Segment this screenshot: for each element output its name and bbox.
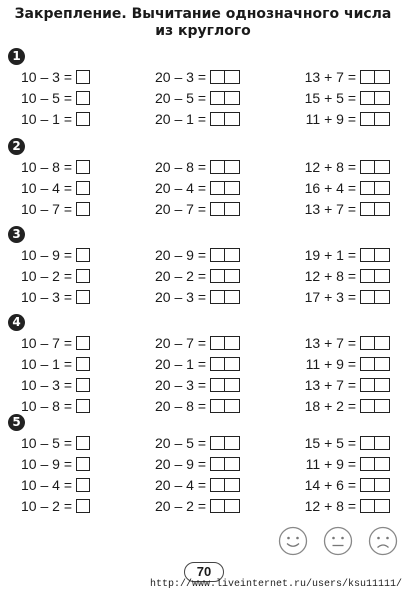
equation-row [0, 89, 406, 107]
equation [150, 246, 240, 264]
equation-expression: 10 – 4 = [21, 477, 72, 493]
answer-box-two-digit[interactable] [210, 70, 240, 84]
equation-row [0, 334, 406, 352]
equation [16, 158, 90, 176]
answer-box-two-digit[interactable] [210, 202, 240, 216]
equation [300, 68, 390, 86]
equation-expression: 11 + 9 = [305, 456, 356, 472]
equation-expression: 10 – 3 = [21, 289, 72, 305]
equation [16, 267, 90, 285]
equation-expression: 13 + 7 = [304, 201, 356, 217]
equation [300, 355, 390, 373]
section-number-badge: 3 [8, 226, 25, 243]
answer-box[interactable] [76, 436, 90, 450]
equation [300, 434, 390, 452]
equation [150, 476, 240, 494]
answer-box[interactable] [76, 478, 90, 492]
answer-box[interactable] [76, 70, 90, 84]
equation-row [0, 434, 406, 452]
page-number: 70 [184, 562, 224, 582]
equation [150, 355, 240, 373]
equation [16, 355, 90, 373]
equation-expression: 12 + 8 = [304, 159, 356, 175]
equation-expression: 11 + 9 = [305, 356, 356, 372]
section-number-badge: 2 [8, 138, 25, 155]
answer-box-two-digit[interactable] [210, 457, 240, 471]
equation [150, 334, 240, 352]
answer-box-two-digit[interactable] [210, 112, 240, 126]
answer-box-two-digit[interactable] [210, 336, 240, 350]
title-line-2: из круглого [155, 23, 251, 39]
equation [16, 497, 90, 515]
equation [16, 455, 90, 473]
answer-box-two-digit[interactable] [360, 181, 390, 195]
worksheet-title [0, 6, 406, 40]
equation [300, 246, 390, 264]
equation [300, 476, 390, 494]
answer-box[interactable] [76, 248, 90, 262]
answer-box-two-digit[interactable] [360, 499, 390, 513]
equation [16, 434, 90, 452]
equation [300, 158, 390, 176]
equation [300, 334, 390, 352]
equation-expression: 10 – 1 = [21, 111, 72, 127]
answer-box[interactable] [76, 336, 90, 350]
equation-expression: 14 + 6 = [304, 477, 356, 493]
answer-box-two-digit[interactable] [360, 91, 390, 105]
equation-row [0, 497, 406, 515]
equation [150, 200, 240, 218]
section-number-badge: 1 [8, 48, 25, 65]
equation-expression: 10 – 5 = [21, 90, 72, 106]
equation-expression: 13 + 7 = [304, 335, 356, 351]
answer-box-two-digit[interactable] [360, 290, 390, 304]
equation-expression: 20 – 2 = [155, 498, 206, 514]
equation [16, 288, 90, 306]
equation-expression: 20 – 3 = [155, 69, 206, 85]
equation-expression: 20 – 9 = [155, 456, 206, 472]
equation-expression: 13 + 7 = [304, 69, 356, 85]
equation-row [0, 288, 406, 306]
answer-box-two-digit[interactable] [210, 181, 240, 195]
equation [16, 246, 90, 264]
equation-expression: 16 + 4 = [304, 180, 356, 196]
answer-box-two-digit[interactable] [210, 436, 240, 450]
answer-box-two-digit[interactable] [360, 70, 390, 84]
equation-row [0, 68, 406, 86]
section-number-badge: 5 [8, 414, 25, 431]
equation-expression: 10 – 2 = [21, 498, 72, 514]
equation-expression: 13 + 7 = [304, 377, 356, 393]
equation-expression: 20 – 8 = [155, 398, 206, 414]
equation-expression: 12 + 8 = [304, 498, 356, 514]
equation [16, 89, 90, 107]
answer-box-two-digit[interactable] [360, 478, 390, 492]
equation-expression: 20 – 9 = [155, 247, 206, 263]
equation-expression: 19 + 1 = [304, 247, 356, 263]
equation [150, 158, 240, 176]
answer-box-two-digit[interactable] [360, 457, 390, 471]
equation-expression: 20 – 3 = [155, 289, 206, 305]
equation-row [0, 110, 406, 128]
answer-box-two-digit[interactable] [360, 202, 390, 216]
equation-row [0, 179, 406, 197]
equation [300, 110, 390, 128]
equation [16, 397, 90, 415]
equation [300, 200, 390, 218]
answer-box[interactable] [76, 378, 90, 392]
equation-expression: 10 – 2 = [21, 268, 72, 284]
equation-expression: 10 – 8 = [21, 398, 72, 414]
equation-expression: 20 – 8 = [155, 159, 206, 175]
answer-box-two-digit[interactable] [210, 91, 240, 105]
equation [150, 110, 240, 128]
equation [16, 376, 90, 394]
equation-expression: 10 – 9 = [21, 247, 72, 263]
answer-box[interactable] [76, 357, 90, 371]
equation [150, 397, 240, 415]
equation-expression: 10 – 7 = [21, 201, 72, 217]
answer-box-two-digit[interactable] [210, 399, 240, 413]
equation-expression: 20 – 7 = [155, 201, 206, 217]
answer-box-two-digit[interactable] [210, 248, 240, 262]
watermark-url: http://www.liveinternet.ru/users/ksu11111/ [150, 579, 403, 590]
answer-box-two-digit[interactable] [360, 436, 390, 450]
answer-box-two-digit[interactable] [210, 290, 240, 304]
answer-box-two-digit[interactable] [360, 399, 390, 413]
equation [150, 267, 240, 285]
equation [300, 288, 390, 306]
equation-row [0, 158, 406, 176]
equation-expression: 10 – 3 = [21, 377, 72, 393]
equation-expression: 17 + 3 = [304, 289, 356, 305]
answer-box-two-digit[interactable] [210, 478, 240, 492]
equation [150, 288, 240, 306]
equation [300, 455, 390, 473]
answer-box-two-digit[interactable] [360, 160, 390, 174]
equation-expression: 10 – 1 = [21, 356, 72, 372]
answer-box[interactable] [76, 202, 90, 216]
equation [16, 110, 90, 128]
equation-expression: 10 – 8 = [21, 159, 72, 175]
equation-expression: 20 – 2 = [155, 268, 206, 284]
equation-expression: 20 – 5 = [155, 435, 206, 451]
answer-box[interactable] [76, 290, 90, 304]
neutral-face-icon[interactable] [323, 526, 353, 556]
equation-expression: 11 + 9 = [305, 111, 356, 127]
equation-row [0, 397, 406, 415]
equation-row [0, 355, 406, 373]
equation [300, 267, 390, 285]
answer-box[interactable] [76, 160, 90, 174]
answer-box-two-digit[interactable] [210, 357, 240, 371]
answer-box-two-digit[interactable] [210, 160, 240, 174]
equation [150, 497, 240, 515]
answer-box-two-digit[interactable] [360, 357, 390, 371]
answer-box-two-digit[interactable] [360, 378, 390, 392]
equation-expression: 15 + 5 = [304, 435, 356, 451]
equation-expression: 15 + 5 = [304, 90, 356, 106]
equation [300, 497, 390, 515]
equation-expression: 20 – 4 = [155, 180, 206, 196]
equation-expression: 10 – 7 = [21, 335, 72, 351]
answer-box-two-digit[interactable] [360, 269, 390, 283]
equation [300, 179, 390, 197]
equation [300, 376, 390, 394]
equation-expression: 10 – 9 = [21, 456, 72, 472]
answer-box[interactable] [76, 181, 90, 195]
equation-row [0, 267, 406, 285]
equation-expression: 10 – 3 = [21, 69, 72, 85]
title-line-1: Закрепление. Вычитание однозначного числа [14, 6, 392, 22]
self-assessment-faces [278, 526, 403, 560]
equation [150, 89, 240, 107]
equation-expression: 10 – 4 = [21, 180, 72, 196]
equation [150, 68, 240, 86]
equation [16, 200, 90, 218]
sad-face-icon[interactable] [368, 526, 398, 556]
answer-box[interactable] [76, 91, 90, 105]
equation [150, 179, 240, 197]
equation [16, 476, 90, 494]
equation [16, 179, 90, 197]
equation [150, 455, 240, 473]
equation-expression: 10 – 5 = [21, 435, 72, 451]
equation-expression: 20 – 1 = [155, 111, 206, 127]
answer-box[interactable] [76, 269, 90, 283]
section-number-badge: 4 [8, 314, 25, 331]
answer-box[interactable] [76, 457, 90, 471]
equation-expression: 20 – 7 = [155, 335, 206, 351]
equation-row [0, 476, 406, 494]
answer-box-two-digit[interactable] [210, 378, 240, 392]
equation [150, 434, 240, 452]
equation [300, 89, 390, 107]
answer-box[interactable] [76, 499, 90, 513]
equation-row [0, 376, 406, 394]
equation-expression: 20 – 4 = [155, 477, 206, 493]
answer-box-two-digit[interactable] [210, 269, 240, 283]
equation-expression: 18 + 2 = [304, 398, 356, 414]
equation [16, 334, 90, 352]
equation [16, 68, 90, 86]
equation-row [0, 200, 406, 218]
happy-face-icon[interactable] [278, 526, 308, 556]
equation-row [0, 246, 406, 264]
equation [300, 397, 390, 415]
answer-box-two-digit[interactable] [360, 336, 390, 350]
equation-row [0, 455, 406, 473]
equation-expression: 20 – 3 = [155, 377, 206, 393]
equation-expression: 12 + 8 = [304, 268, 356, 284]
answer-box[interactable] [76, 112, 90, 126]
equation-expression: 20 – 5 = [155, 90, 206, 106]
answer-box-two-digit[interactable] [210, 499, 240, 513]
equation-expression: 20 – 1 = [155, 356, 206, 372]
equation [150, 376, 240, 394]
answer-box-two-digit[interactable] [360, 248, 390, 262]
answer-box[interactable] [76, 399, 90, 413]
answer-box-two-digit[interactable] [360, 112, 390, 126]
